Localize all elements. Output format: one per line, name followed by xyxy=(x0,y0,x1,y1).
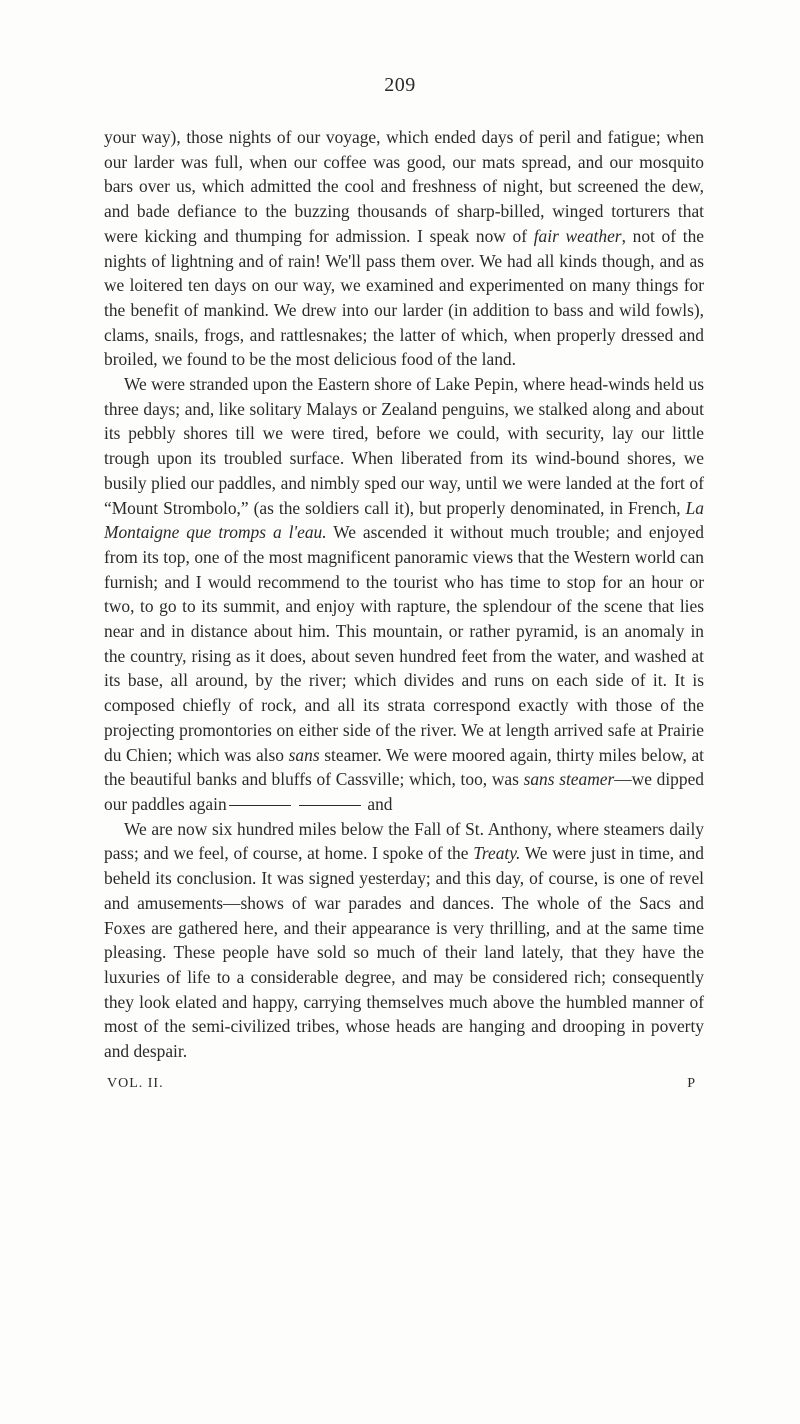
paragraph-2-part-1: We were stranded upon the Eastern shore of Lake Pepin, where head-winds held us three days; and, like solitary Malays or Zealand penguins, we stalked along and about its pebbly shores till we were tired, before we could, with security, lay our little trough upon its troubled surface. When liberated from its wind-bound shores, we busily plied our paddles, and nimbly sped our way, until we were landed at the fort of “Mount Strombolo,” (as the soldiers call it), but properly denominated, in French, xyxy=(104,374,704,518)
body-text xyxy=(104,125,704,1064)
omission-rule-1 xyxy=(229,805,291,806)
paragraph-3-part-1: We are now six hundred miles below the Fall of St. Anthony, where steamers daily pass; and we feel, of course, at home. I spoke of the xyxy=(104,818,704,864)
paragraph-1-italic-1: fair weather xyxy=(533,225,622,246)
paragraph-3-part-2: We were just in time, and beheld its conclusion. It was signed yesterday; and this day, of course, is one of revel and amusements—shows of war parades and dances. The whole of the Sacs and Foxes are gathered here, and their appearance is very thrilling, and at the same time pleasing. These people have sold so much of their land lately, that they have the luxuries of life to a considerable degree, and may be considered rich; consequently they look elated and happy, carrying themselves much above the humbled manner of most of the semi-civilized tribes, whose heads are hanging and drooping in poverty and despair. xyxy=(104,843,704,1062)
paragraph-1 xyxy=(104,125,704,372)
page-footer xyxy=(107,1076,704,1092)
paragraph-2-italic-3: sans steamer xyxy=(523,769,615,790)
omission-rule-2 xyxy=(299,805,361,806)
paragraph-1-part-2: , not of the nights of lightning and of rain! We'll pass them over. We had all kinds though, and as we loitered ten days on our way, we examined and experimented on many things for the benefit of mankind. We drew into our larder (in addition to bass and wild fowls), clams, snails, frogs, and rattlesnakes; the latter of which, when properly dressed and broiled, we found to be the most delicious food of the land. xyxy=(104,225,704,370)
paragraph-3 xyxy=(104,817,704,1064)
paragraph-2-part-3: steamer. We were moored again, thirty miles below, at the beautiful banks and bluffs of Cassville; which, too, was xyxy=(104,744,705,790)
paragraph-2-part-4: —we dipped our paddles again xyxy=(104,769,704,814)
signature-mark: P xyxy=(687,1076,696,1091)
paragraph-2-italic-1: La Montaigne que tromps a l'eau. xyxy=(104,497,704,543)
paragraph-2-part-2: We ascended it without much trouble; and enjoyed from its top, one of the most magnificent panoramic views that the Western world can furnish; and I would recommend to the tourist who has time to stop for an hour or two, to go to its summit, and enjoy with rapture, the splendour of the scene that lies near and in distance about him. This mountain, or rather pyramid, is an anomaly in the country, rising as it does, about seven hundred feet from the water, and washed at its base, all around, by the river; which divides and runs on each side of it. It is composed chiefly of rock, and all its strata correspond exactly with those of the projecting promontories on either side of the river. We at length arrived safe at Prairie du Chien; which was also xyxy=(104,522,704,765)
paragraph-3-italic-1: Treaty. xyxy=(473,843,521,864)
page-number: 209 xyxy=(384,74,416,96)
paragraph-1-part-1: your way), those nights of our voyage, which ended days of peril and fatigue; when our larder was full, when our coffee was good, our mats spread, and our mosquito bars over us, which admitted the cool and freshness of night, but screened the dew, and bade defiance to the buzzing thousands of sharp-billed, winged torturers that were kicking and thumping for admission. I speak now of xyxy=(104,127,704,246)
paragraph-2 xyxy=(104,372,704,817)
paragraph-2-part-5: and xyxy=(367,793,393,814)
volume-label: VOL. II. xyxy=(107,1076,164,1091)
paragraph-2-italic-2: sans xyxy=(288,744,320,765)
